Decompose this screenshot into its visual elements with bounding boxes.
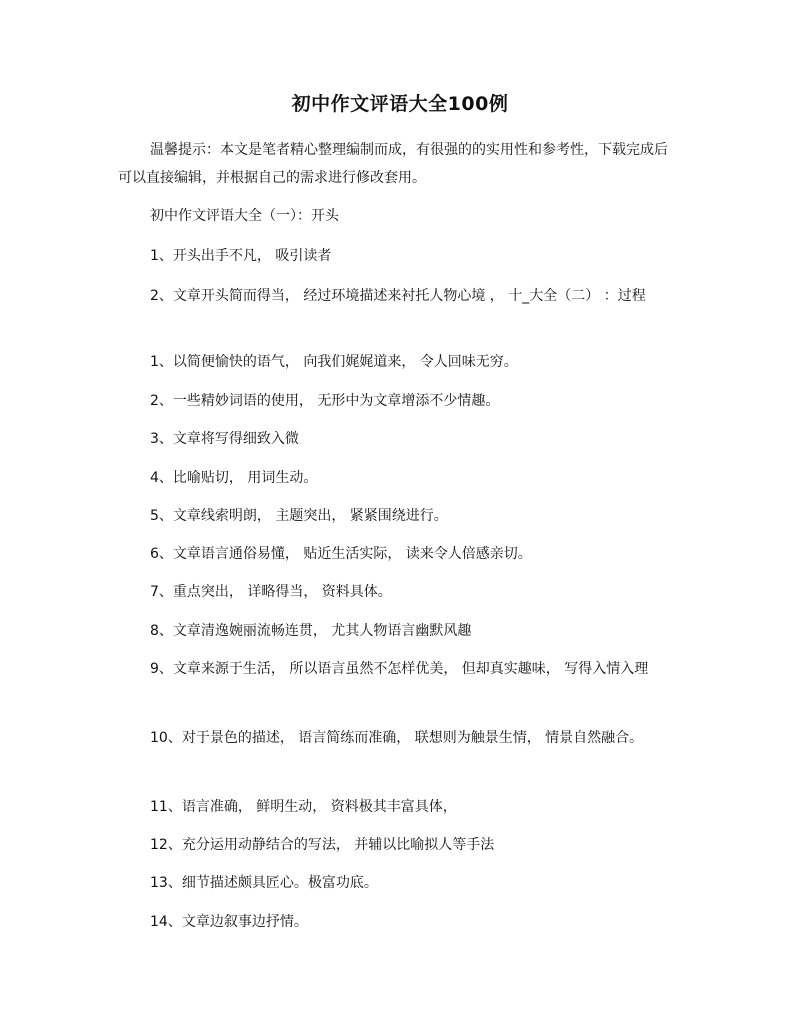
comment-item-6: 6、文章语言通俗易懂， 贴近生活实际， 读来令人倍感亲切。 — [150, 546, 532, 562]
comment-item-14: 14、文章边叙事边抒情。 — [150, 914, 308, 930]
document-title: 初中作文评语大全100例 — [291, 93, 509, 115]
comment-opening-2: 2、文章开头简而得当， 经过环境描述来衬托人物心境 ， 十_大全（二） ：过程 — [150, 288, 646, 304]
comment-item-12: 12、充分运用动静结合的写法， 并辅以比喻拟人等手法 — [150, 837, 495, 853]
comment-item-1: 1、以简便愉快的语气， 向我们娓娓道来， 令人回味无穷。 — [150, 354, 518, 370]
comment-item-9: 9、文章来源于生活， 所以语言虽然不怎样优美， 但却真实趣味， 写得入情入理 — [150, 661, 649, 677]
comment-opening-1: 1、开头出手不凡， 吸引读者 — [150, 248, 332, 264]
comment-item-10: 10、对于景色的描述， 语言简练而准确， 联想则为触景生情， 情景自然融合。 — [150, 730, 644, 746]
tip-paragraph: 温馨提示：本文是笔者精心整理编制而成，有很强的的实用性和参考性，下载完成后可以直接编辑，并根据自己的需求进行修改套用。 — [118, 142, 668, 186]
comment-item-11: 11、语言准确， 鲜明生动， 资料极其丰富具体， — [150, 799, 457, 815]
comment-item-13: 13、细节描述颇具匠心。极富功底。 — [150, 875, 378, 891]
comment-item-7: 7、重点突出， 详略得当， 资料具体。 — [150, 584, 392, 600]
comment-item-5: 5、文章线索明朗， 主题突出， 紧紧围绕进行。 — [150, 508, 448, 524]
comment-item-4: 4、比喻贴切， 用词生动。 — [150, 470, 318, 486]
comment-item-2: 2、一些精妙词语的使用， 无形中为文章增添不少情趣。 — [150, 393, 500, 409]
comment-item-8: 8、文章清逸婉丽流畅连贯， 尤其人物语言幽默风趣 — [150, 623, 472, 639]
comment-item-3: 3、文章将写得细致入微 — [150, 431, 299, 447]
section-heading-opening: 初中作文评语大全（一）：开头 — [150, 208, 339, 224]
